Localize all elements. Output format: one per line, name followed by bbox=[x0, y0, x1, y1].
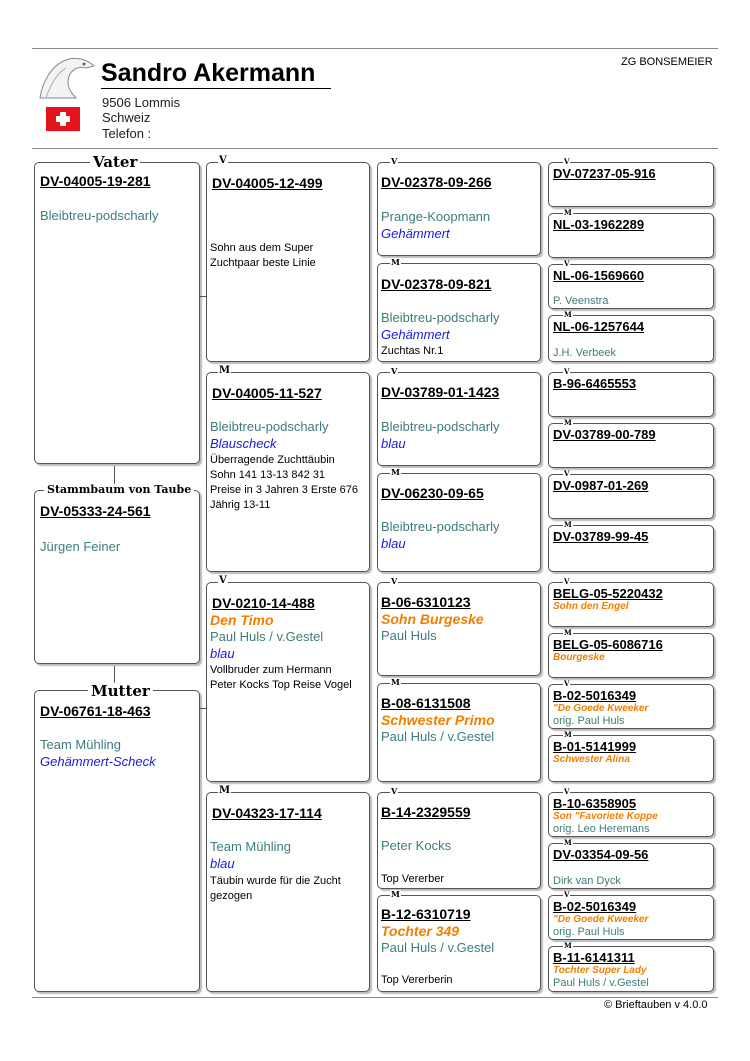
gen4-breeder: Dirk van Dyck bbox=[553, 875, 621, 887]
gen4-ring: NL-03-1962289 bbox=[553, 217, 645, 232]
subject-ring: DV-05333-24-561 bbox=[40, 503, 151, 519]
gen4-ring: NL-06-1257644 bbox=[553, 319, 645, 334]
gen4-card-2[interactable] bbox=[548, 213, 714, 258]
gen3-card-1[interactable] bbox=[377, 162, 541, 256]
mf-color: blau bbox=[210, 646, 235, 661]
fm-breeder: Bleibtreu-podscharly bbox=[210, 419, 329, 434]
v-label: V bbox=[391, 366, 398, 376]
stammbaum-label: Stammbaum von Taube bbox=[44, 484, 194, 496]
m-label: M bbox=[219, 365, 231, 376]
mm-note1: Täubin wurde für die Zucht bbox=[210, 875, 341, 887]
mm-color: blau bbox=[210, 856, 235, 871]
mutter-label: Mutter bbox=[88, 683, 153, 699]
mother-color: Gehämmert-Scheck bbox=[40, 754, 156, 769]
fm-note1: Überragende Zuchttäubin bbox=[210, 454, 335, 466]
gen3-breeder: Bleibtreu-podscharly bbox=[381, 519, 500, 534]
fm-color: Blauscheck bbox=[210, 436, 277, 451]
gen4-ring: BELG-05-6086716 bbox=[553, 637, 663, 652]
v-label: V bbox=[564, 890, 570, 899]
m-label: M bbox=[564, 418, 572, 427]
gen3-card-6[interactable] bbox=[377, 683, 541, 782]
header-top-rule bbox=[32, 48, 718, 49]
swiss-flag bbox=[46, 107, 80, 131]
father-ring: DV-04005-19-281 bbox=[40, 173, 151, 189]
gen3-card-5[interactable] bbox=[377, 582, 541, 676]
gen3-ring: DV-03789-01-1423 bbox=[381, 384, 500, 400]
gen4-ring: DV-0987-01-269 bbox=[553, 478, 649, 493]
mother-ring: DV-06761-18-463 bbox=[40, 703, 151, 719]
m-label: M bbox=[391, 677, 400, 687]
m-label: M bbox=[391, 257, 400, 267]
gen3-ring: DV-06230-09-65 bbox=[381, 485, 484, 501]
address-line2: Schweiz bbox=[102, 110, 151, 125]
gen4-card-6[interactable] bbox=[548, 423, 714, 468]
fm-ring: DV-04005-11-527 bbox=[212, 385, 322, 401]
gen4-breeder: orig. Paul Huls bbox=[553, 926, 625, 938]
m-label: M bbox=[391, 467, 400, 477]
gen4-card-4[interactable] bbox=[548, 315, 714, 362]
gen3-color: blau bbox=[381, 536, 406, 551]
mother-breeder: Team Mühling bbox=[40, 737, 121, 752]
gen4-ring: DV-03789-00-789 bbox=[553, 427, 656, 442]
gen3-breeder: Bleibtreu-podscharly bbox=[381, 419, 500, 434]
loft-name: ZG BONSEMEIER bbox=[621, 56, 713, 68]
v-label: V bbox=[219, 575, 227, 586]
mf-note1: Vollbruder zum Hermann bbox=[210, 664, 332, 676]
m-label: M bbox=[564, 730, 572, 739]
gen4-name: "De Goede Kweeker bbox=[553, 914, 649, 925]
gen4-ring: B-01-5141999 bbox=[553, 739, 637, 754]
gen3-note: Top Vererber bbox=[381, 873, 444, 885]
gen4-name: Tochter Super Lady bbox=[553, 965, 647, 976]
mf-note2: Peter Kocks Top Reise Vogel bbox=[210, 679, 352, 691]
gen3-ring: B-12-6310719 bbox=[381, 906, 471, 922]
gen3-name: Sohn Burgeske bbox=[381, 611, 484, 627]
gen3-card-7[interactable] bbox=[377, 792, 541, 889]
m-label: M bbox=[564, 208, 572, 217]
v-label: V bbox=[564, 367, 570, 376]
gen3-card-3[interactable] bbox=[377, 372, 541, 466]
gen3-color: Gehämmert bbox=[381, 327, 450, 342]
gen3-ring: DV-02378-09-266 bbox=[381, 174, 492, 190]
gen4-ring: DV-07237-05-916 bbox=[553, 166, 656, 181]
gen4-name: Bourgeske bbox=[553, 652, 605, 663]
gen4-breeder: orig. Leo Heremans bbox=[553, 823, 650, 835]
gen4-card-11[interactable] bbox=[548, 684, 714, 729]
gen3-ring: B-08-6131508 bbox=[381, 695, 471, 711]
ff-note1: Sohn aus dem Super bbox=[210, 242, 314, 254]
gen4-card-14[interactable] bbox=[548, 843, 714, 889]
mm-breeder: Team Mühling bbox=[210, 839, 291, 854]
gen4-card-12[interactable] bbox=[548, 735, 714, 782]
gen3-color: Gehämmert bbox=[381, 226, 450, 241]
v-label: V bbox=[564, 679, 570, 688]
grandsire-ff-card[interactable] bbox=[206, 162, 370, 362]
m-label: M bbox=[219, 785, 231, 796]
gen3-name: Schwester Primo bbox=[381, 712, 495, 728]
m-label: M bbox=[391, 889, 400, 899]
granddam-mm-card[interactable] bbox=[206, 792, 370, 992]
gen4-ring: B-96-6465553 bbox=[553, 376, 637, 391]
gen4-card-8[interactable] bbox=[548, 525, 714, 572]
ff-note2: Zuchtpaar beste Linie bbox=[210, 257, 316, 269]
gen4-card-7[interactable] bbox=[548, 474, 714, 519]
gen3-breeder: Prange-Koopmann bbox=[381, 209, 491, 224]
pigeon-logo bbox=[36, 54, 98, 104]
gen3-breeder: Paul Huls / v.Gestel bbox=[381, 940, 495, 955]
gen4-ring: DV-03354-09-56 bbox=[553, 847, 649, 862]
gen4-name: Sohn den Engel bbox=[553, 601, 629, 612]
gen4-ring: BELG-05-5220432 bbox=[553, 586, 663, 601]
gen3-color: blau bbox=[381, 436, 406, 451]
gen3-breeder: Paul Huls / v.Gestel bbox=[381, 729, 495, 744]
gen4-breeder: orig. Paul Huls bbox=[553, 715, 625, 727]
subject-breeder: Jürgen Feiner bbox=[40, 539, 121, 554]
mother-card[interactable] bbox=[34, 690, 200, 992]
m-label: M bbox=[564, 310, 572, 319]
gen4-card-10[interactable] bbox=[548, 633, 714, 678]
fm-note3: Preise in 3 Jahren 3 Erste 676 bbox=[210, 484, 358, 496]
gen3-note: Top Vererberin bbox=[381, 974, 453, 986]
gen4-breeder: J.H. Verbeek bbox=[553, 347, 616, 359]
father-breeder: Bleibtreu-podscharly bbox=[40, 208, 159, 223]
gen4-card-15[interactable] bbox=[548, 895, 714, 940]
v-label: V bbox=[219, 155, 227, 166]
mf-breeder: Paul Huls / v.Gestel bbox=[210, 629, 324, 644]
v-label: V bbox=[564, 577, 570, 586]
father-card[interactable] bbox=[34, 162, 200, 464]
v-label: V bbox=[564, 469, 570, 478]
gen4-card-16[interactable] bbox=[548, 946, 714, 992]
gen3-name: Tochter 349 bbox=[381, 923, 460, 939]
subject-card[interactable] bbox=[34, 490, 200, 664]
gen4-ring: NL-06-1569660 bbox=[553, 268, 645, 283]
mm-note2: gezogen bbox=[210, 890, 253, 902]
gen3-ring: DV-02378-09-821 bbox=[381, 276, 492, 292]
m-label: M bbox=[564, 520, 572, 529]
header-bottom-rule bbox=[32, 148, 718, 149]
v-label: V bbox=[564, 157, 570, 166]
gen4-ring: DV-03789-99-45 bbox=[553, 529, 649, 544]
gen3-ring: B-06-6310123 bbox=[381, 594, 471, 610]
footer-rule bbox=[32, 997, 718, 998]
gen4-card-1[interactable] bbox=[548, 162, 714, 207]
gen4-ring: B-02-5016349 bbox=[553, 899, 637, 914]
gen4-name: Son "Favoriete Koppe bbox=[553, 811, 658, 822]
m-label: M bbox=[564, 628, 572, 637]
gen3-card-8[interactable] bbox=[377, 895, 541, 992]
gen4-card-13[interactable] bbox=[548, 792, 714, 837]
mm-ring: DV-04323-17-114 bbox=[212, 805, 322, 821]
v-label: V bbox=[391, 156, 398, 166]
m-label: M bbox=[564, 838, 572, 847]
gen3-ring: B-14-2329559 bbox=[381, 804, 471, 820]
ff-ring: DV-04005-12-499 bbox=[212, 175, 323, 191]
gen3-card-2[interactable] bbox=[377, 263, 541, 362]
v-label: V bbox=[391, 786, 398, 796]
gen3-breeder: Bleibtreu-podscharly bbox=[381, 310, 500, 325]
mf-ring: DV-0210-14-488 bbox=[212, 595, 315, 611]
gen4-card-5[interactable] bbox=[548, 372, 714, 417]
copyright: © Brieftauben v 4.0.0 bbox=[604, 999, 708, 1011]
gen4-card-9[interactable] bbox=[548, 582, 714, 627]
gen4-ring: B-02-5016349 bbox=[553, 688, 637, 703]
gen4-card-3[interactable] bbox=[548, 264, 714, 309]
gen3-card-4[interactable] bbox=[377, 473, 541, 572]
fm-note2: Sohn 141 13-13 842 31 bbox=[210, 469, 325, 481]
v-label: V bbox=[564, 787, 570, 796]
gen4-name: Schwester Alina bbox=[553, 754, 630, 765]
vater-label: Vater bbox=[90, 154, 140, 170]
grandsire-mf-card[interactable] bbox=[206, 582, 370, 782]
address-line1: 9506 Lommis bbox=[102, 95, 181, 110]
gen4-breeder: Paul Huls / v.Gestel bbox=[553, 977, 649, 989]
gen4-breeder: P. Veenstra bbox=[553, 295, 609, 307]
v-label: V bbox=[391, 576, 398, 586]
gen4-ring: B-11-6141311 bbox=[553, 950, 635, 965]
gen4-ring: B-10-6358905 bbox=[553, 796, 637, 811]
granddam-fm-card[interactable] bbox=[206, 372, 370, 572]
v-label: V bbox=[564, 259, 570, 268]
owner-name: Sandro Akermann bbox=[101, 58, 331, 89]
gen3-breeder: Peter Kocks bbox=[381, 838, 452, 853]
phone-label: Telefon : bbox=[102, 126, 152, 141]
mf-name: Den Timo bbox=[210, 612, 274, 628]
m-label: M bbox=[564, 941, 572, 950]
fm-note4: Jährig 13-11 bbox=[210, 499, 271, 511]
gen3-breeder: Paul Huls bbox=[381, 628, 437, 643]
gen3-note: Zuchtas Nr.1 bbox=[381, 345, 444, 357]
gen4-name: "De Goede Kweeker bbox=[553, 703, 649, 714]
